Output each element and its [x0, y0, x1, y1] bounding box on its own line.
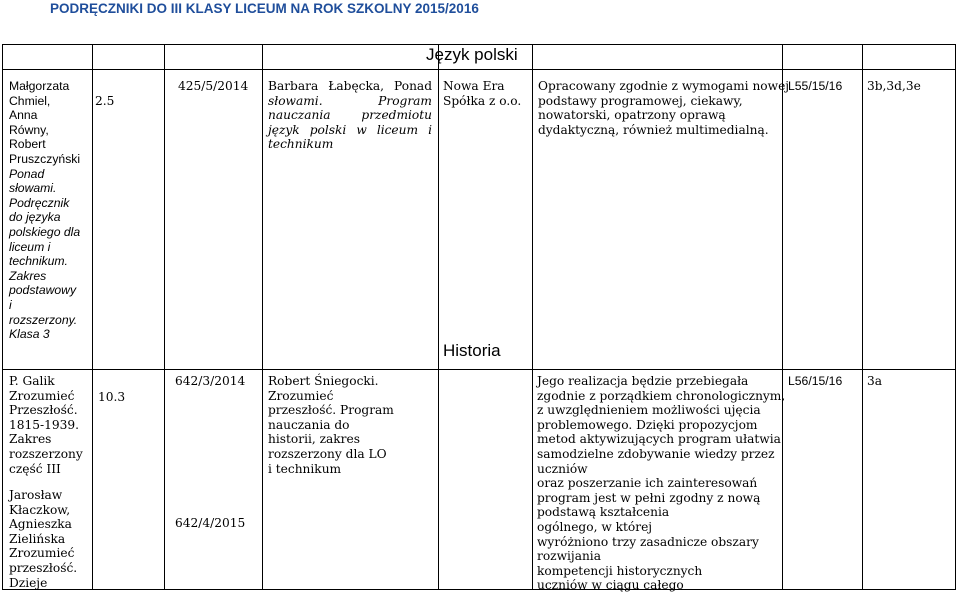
row2-book-title-b: Jarosław Kłaczkow, Agnieszka Zielińska Zrozumieć przeszłość. Dzieje — [9, 488, 78, 590]
row1-publisher: Nowa Era Spółka z o.o. — [443, 79, 522, 108]
col-divider — [438, 44, 439, 590]
col-divider — [862, 44, 863, 590]
row-divider — [2, 369, 956, 370]
col-divider — [532, 44, 533, 590]
row1-number: 2.5 — [95, 94, 115, 108]
row1-registration: 425/5/2014 — [178, 79, 249, 93]
row-divider — [2, 69, 956, 70]
row2-registration-a: 642/3/2014 — [175, 374, 246, 388]
section-title-polski: Język polski — [426, 45, 518, 64]
row2-classes: 3a — [867, 374, 883, 388]
row2-description: Jego realizacja będzie przebiegała zgodnie z porządkiem chronologicznym, z uwzględnieniem możliwości ujęcia problemowego. Dzięki propozycjom metod aktywizujących program ułatwia samodzielne zdobywanie wiedzy przez uczniów oraz poszerzanie ich zainteresowań program jest w pełni zgodny z nową podstawą kształcenia ogólnego, w której wyróżniono trzy zasadnicze obszary rozwijania kompetencji historycznych uczniów w ciągu całego — [537, 374, 786, 593]
col-divider — [92, 44, 93, 590]
row1-code: L55/15/16 — [788, 79, 843, 93]
row2-book-title-a: P. Galik Zrozumieć Przeszłość. 1815-1939. Zakres rozszerzony część III — [9, 374, 83, 476]
row2-registration-b: 642/4/2015 — [175, 516, 246, 530]
row2-program: Robert Śniegocki. Zrozumieć przeszłość. Program nauczania do historii, zakres rozszerzony dla LO i technikum — [268, 374, 394, 476]
row2-code: L56/15/16 — [788, 374, 843, 388]
col-divider — [955, 44, 956, 590]
row2-number: 10.3 — [98, 390, 126, 404]
row1-description: Opracowany zgodnie z wymogami nowej podstawy programowej, ciekawy, nowatorski, opatrzony oprawą dydaktyczną, również multimedialną. — [538, 79, 790, 137]
section-title-historia: Historia — [443, 341, 501, 360]
row1-classes: 3b,3d,3e — [867, 79, 921, 93]
row1-book-title: Małgorzata Chmiel, Anna Równy, Robert Pruszczyński Ponad słowami. Podręcznik do języka polskiego dla liceum i technikum. Zakres podstawowy i rozszerzony. Klasa 3 — [9, 79, 81, 342]
col-divider — [164, 44, 165, 590]
textbook-table — [2, 44, 956, 590]
row1-program: Barbara Łabęcka, Ponad słowami. Program nauczania przedmiotu język polski w liceum i technikum — [268, 79, 432, 152]
col-divider — [262, 44, 263, 590]
col-divider — [2, 44, 3, 590]
page-header: PODRĘCZNIKI DO III KLASY LICEUM NA ROK SZKOLNY 2015/2016 — [50, 1, 479, 16]
